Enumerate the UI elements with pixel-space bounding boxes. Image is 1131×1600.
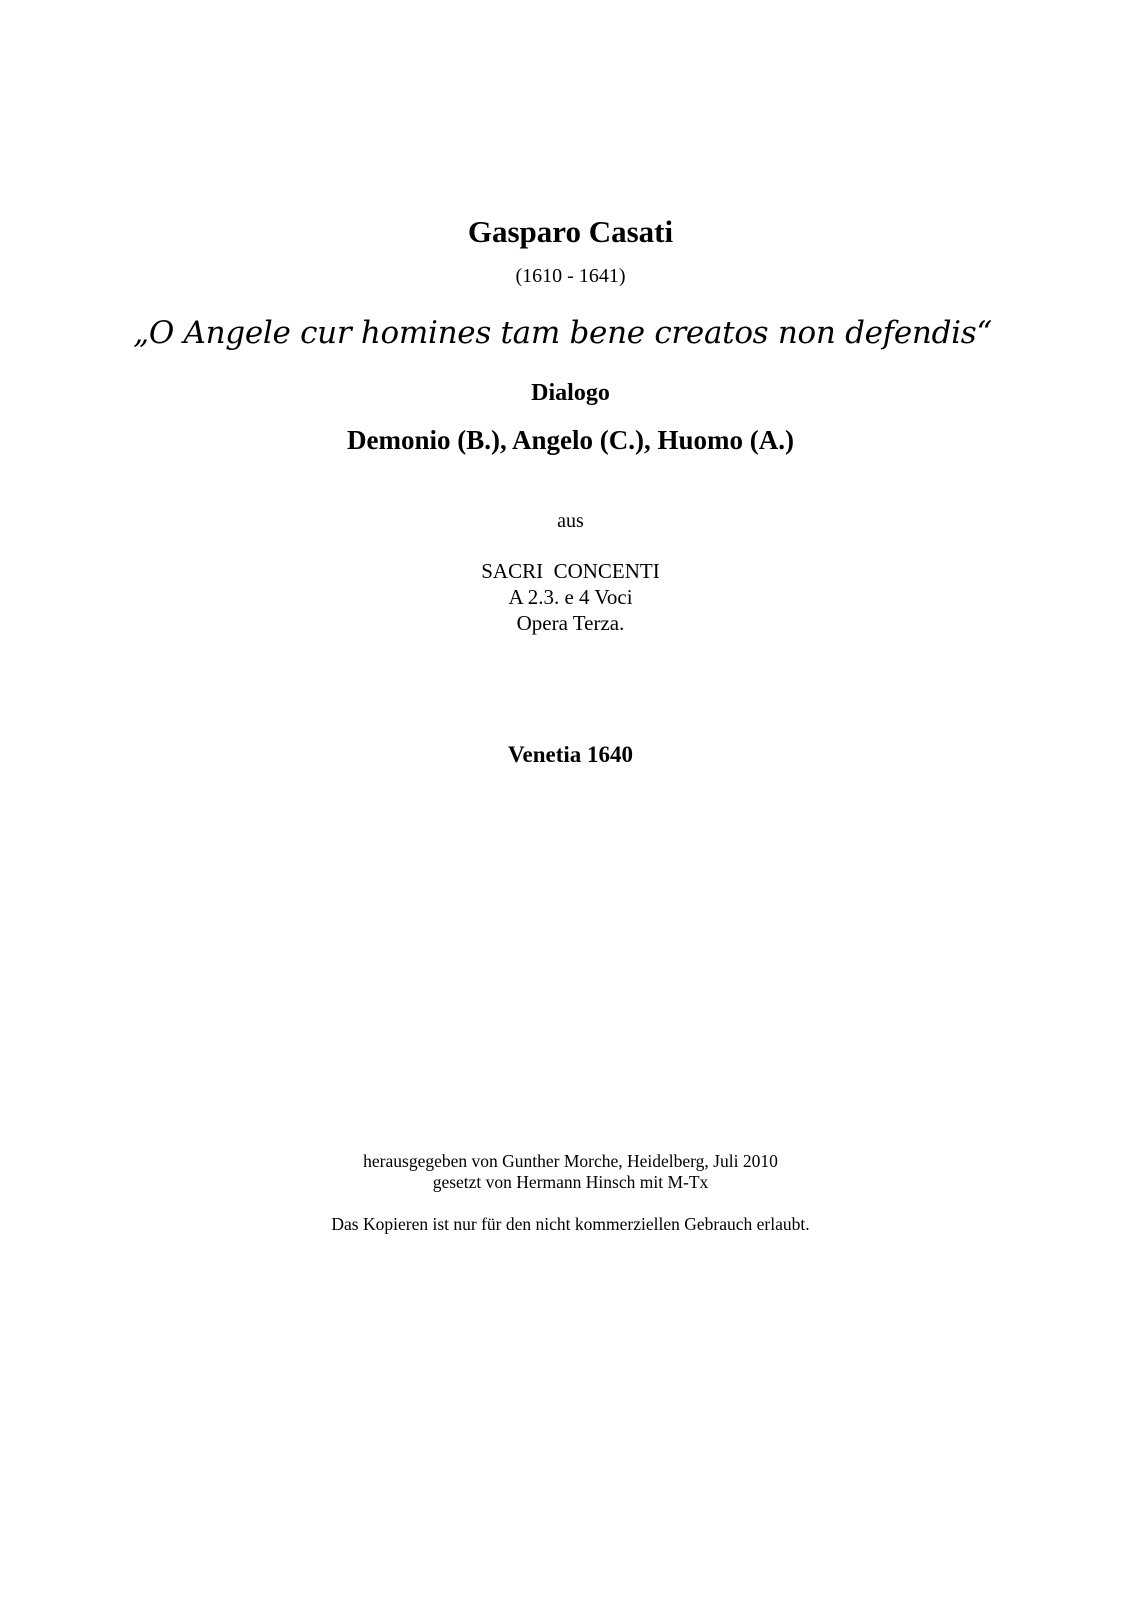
source-voices: A 2.3. e 4 Voci [508,585,633,609]
composer-dates: (1610 - 1641) [515,265,626,287]
editor-credit: herausgegeben von Gunther Morche, Heidelberg, Juli 2010 [363,1151,778,1171]
work-title: „O Angele cur homines tam bene creatos non defendis“ [133,315,992,351]
place-year: Venetia 1640 [507,742,633,767]
composer-name: Gasparo Casati [467,214,674,249]
typesetter-credit: gesetzt von Hermann Hinsch mit M-Tx [432,1172,709,1192]
source-opus: Opera Terza. [516,611,625,635]
voices-line: Demonio (B.), Angelo (C.), Huomo (A.) [347,425,794,455]
from-label: aus [557,510,584,532]
copy-notice: Das Kopieren ist nur für den nicht kommerziellen Gebrauch erlaubt. [331,1214,810,1234]
source-title: SACRI CONCENTI [481,559,660,583]
genre-label: Dialogo [531,380,610,406]
